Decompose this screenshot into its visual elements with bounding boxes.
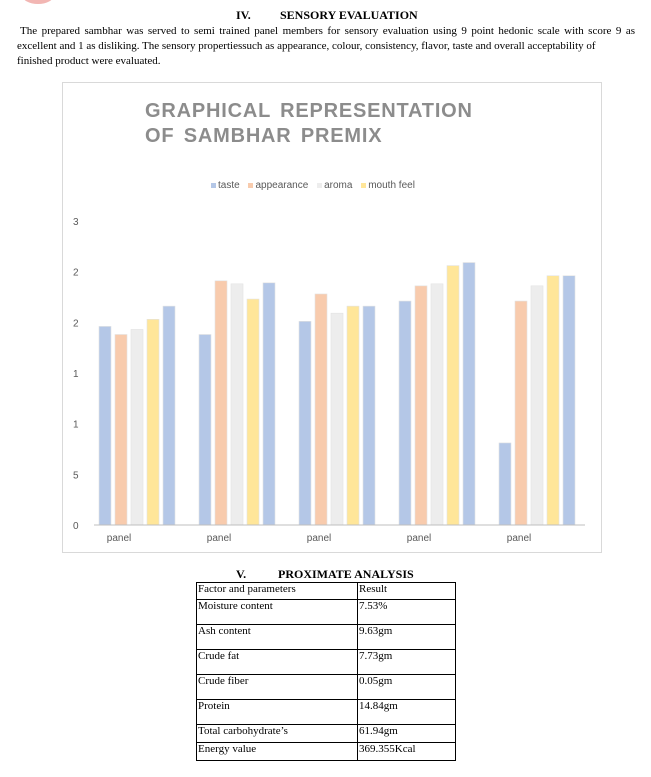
legend-label-mouth-feel: mouth feel [368,180,415,191]
section-iv-title: SENSORY EVALUATION [280,8,418,22]
bar [531,286,543,525]
x-tick-label: panel [306,533,332,544]
bar [515,301,527,525]
table-header-row [197,583,456,600]
table-cell: Ash content [197,625,358,650]
bar [547,276,559,525]
table-cell: 7.53% [358,600,456,625]
bar [447,266,459,525]
legend-label-taste: taste [218,180,240,191]
paragraph-line-2: excellent and 1 as disliking. The sensory propertiessuch as appearance, colour, consistency, flavor, taste and overall acceptability of [17,40,596,52]
bar [315,294,327,525]
chart-title-line-2: OF SAMBHAR PREMIX [145,125,383,147]
y-tick-label: 1 [73,419,79,431]
table-cell: Moisture content [197,600,358,625]
table-cell: Energy value [197,743,358,761]
bar [231,284,243,525]
table-cell: Protein [197,700,358,725]
bar [563,276,575,525]
section-v-title: PROXIMATE ANALYSIS [278,567,414,581]
chart-title-line-1: GRAPHICAL REPRESENTATION [145,100,473,122]
table-cell: 14.84gm [358,700,456,725]
table-cell: 369.355Kcal [358,743,456,761]
legend-label-aroma: aroma [324,180,353,191]
logo-fragment [22,0,54,4]
x-tick-label: panel [506,533,532,544]
table-cell: 61.94gm [358,725,456,743]
bar [131,329,143,525]
table-cell: Total carbohydrate’s [197,725,358,743]
y-tick-label: 2 [73,318,79,330]
bar [247,299,259,525]
table-header-cell: Result [358,583,456,600]
section-iv-number: IV. [236,8,251,22]
bar [499,443,511,525]
table-cell: Crude fiber [197,675,358,700]
x-tick-label: panel [406,533,432,544]
proximate-table [196,582,456,761]
bar [199,334,211,525]
section-v-number: V. [236,567,247,581]
chart-plot [63,83,601,552]
table-row [197,625,456,650]
bar [299,321,311,525]
legend-label-appearance: appearance [255,180,309,191]
y-tick-label: 0 [73,521,79,532]
bar [147,319,159,525]
x-tick-label: panel [206,533,232,544]
table-row [197,600,456,625]
table-row [197,650,456,675]
table-row [197,725,456,743]
bar [163,306,175,525]
table-row [197,743,456,761]
y-tick-label: 2 [73,267,79,279]
table-cell: 9.63gm [358,625,456,650]
bar [431,284,443,525]
sensory-paragraph [17,24,635,69]
bar [347,306,359,525]
bar [399,301,411,525]
table-row [197,675,456,700]
table-cell: Crude fat [197,650,358,675]
table-header-cell: Factor and parameters [197,583,358,600]
table-cell: 7.73gm [358,650,456,675]
bar [115,334,127,525]
paragraph-line-3: finished product were evaluated. [17,55,161,67]
x-tick-label: panel [106,533,132,544]
bar [415,286,427,525]
y-tick-label: 5 [73,470,79,482]
table-cell: 0.05gm [358,675,456,700]
bar [263,283,275,525]
bar [363,306,375,525]
bar [215,281,227,525]
bar [331,313,343,525]
paragraph-line-1: The prepared sambhar was served to semi trained panel members for sensory evaluation using 9 point hedonic scale with score 9 as [20,25,635,37]
y-tick-label: 1 [73,369,79,380]
bar [463,263,475,525]
y-tick-label: 3 [73,217,79,228]
sambhar-chart [62,82,602,553]
bar [99,326,111,525]
table-row [197,700,456,725]
